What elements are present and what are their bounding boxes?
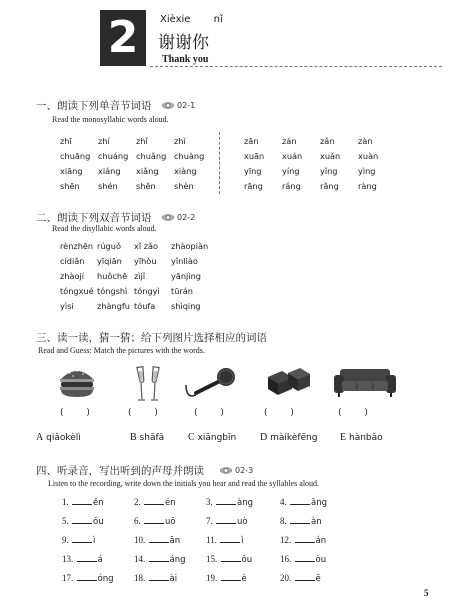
word-row bbox=[60, 163, 212, 178]
initial-blank[interactable] bbox=[216, 496, 236, 505]
title-divider bbox=[150, 66, 442, 67]
syllable-final: àng bbox=[237, 498, 253, 508]
sofa-picture bbox=[332, 365, 398, 399]
syllable-final: è bbox=[241, 574, 247, 584]
fill-item bbox=[134, 553, 186, 565]
fill-item bbox=[62, 515, 104, 527]
item-number: 12. bbox=[280, 535, 292, 545]
pinyin-word: ràng bbox=[358, 180, 377, 191]
pinyin-word: huǒchē bbox=[97, 270, 128, 281]
pinyin-word: xuán bbox=[282, 150, 303, 161]
section2-audio-label: 02-2 bbox=[177, 213, 196, 222]
pinyin-word: xiàng bbox=[174, 165, 197, 176]
word-row bbox=[60, 238, 208, 253]
pinyin-word: xuàn bbox=[358, 150, 379, 161]
audio-disc-icon bbox=[162, 214, 174, 221]
pinyin-word: zàn bbox=[358, 135, 373, 146]
pinyin-word: zhī bbox=[60, 135, 72, 146]
pinyin-word: xiǎng bbox=[136, 165, 159, 176]
section4-subtitle: Listen to the recording, write down the initials you hear and read the syllables aloud. bbox=[48, 479, 320, 488]
pinyin-word: tūrán bbox=[171, 285, 193, 296]
item-number: 9. bbox=[62, 535, 69, 545]
initial-blank[interactable] bbox=[295, 572, 315, 581]
pinyin-word: xuān bbox=[244, 150, 265, 161]
item-number: 1. bbox=[62, 497, 69, 507]
audio-disc-icon bbox=[220, 467, 232, 474]
fill-item bbox=[280, 572, 321, 584]
pinyin-word: yǐng bbox=[320, 165, 338, 176]
audio-disc-icon bbox=[162, 102, 174, 109]
pinyin-word: tóngxué bbox=[60, 285, 94, 296]
item-number: 7. bbox=[206, 516, 213, 526]
title-chinese: 谢谢你 bbox=[158, 33, 209, 53]
word-row bbox=[60, 133, 212, 148]
syllable-final: uò bbox=[237, 517, 248, 527]
initial-blank[interactable] bbox=[144, 496, 164, 505]
title-pinyin bbox=[160, 14, 223, 25]
pinyin-word: rǎng bbox=[320, 180, 339, 191]
item-number: 6. bbox=[134, 516, 141, 526]
item-number: 4. bbox=[280, 497, 287, 507]
title-pinyin-2: nǐ bbox=[213, 14, 223, 25]
initial-blank[interactable] bbox=[144, 515, 164, 524]
fill-item bbox=[62, 553, 103, 565]
word-row bbox=[244, 178, 396, 193]
title-pinyin-1: Xièxie bbox=[160, 14, 191, 25]
pinyin-word: zhàopiàn bbox=[171, 240, 209, 251]
initial-blank[interactable] bbox=[77, 572, 97, 581]
champagne-picture bbox=[134, 365, 164, 405]
item-number: 10. bbox=[134, 535, 146, 545]
syllable-final: àn bbox=[311, 517, 322, 527]
pinyin-word: shén bbox=[98, 180, 118, 191]
section2-grid bbox=[60, 238, 208, 313]
pinyin-word: yìng bbox=[358, 165, 376, 176]
pinyin-word: zhàngfu bbox=[97, 300, 130, 311]
choice-d: D màikèfēng bbox=[260, 432, 318, 443]
pinyin-word: shèn bbox=[174, 180, 194, 191]
fill-item bbox=[206, 534, 244, 546]
pinyin-word: tóngshì bbox=[97, 285, 128, 296]
chocolate-picture bbox=[266, 365, 312, 399]
item-number: 15. bbox=[206, 554, 218, 564]
page-number: 5 bbox=[424, 588, 429, 598]
word-row bbox=[60, 253, 208, 268]
syllable-final: ì bbox=[93, 536, 96, 546]
microphone-picture bbox=[184, 365, 238, 401]
pinyin-word: yìsi bbox=[60, 300, 74, 311]
answer-bracket[interactable]: ( ) bbox=[128, 408, 158, 418]
item-number: 19. bbox=[206, 573, 218, 583]
initial-blank[interactable] bbox=[77, 553, 97, 562]
section1-divider bbox=[219, 132, 220, 194]
pinyin-word: chuáng bbox=[98, 150, 129, 161]
pinyin-word: chuàng bbox=[174, 150, 205, 161]
initial-blank[interactable] bbox=[221, 553, 241, 562]
section1-audio-label: 02-1 bbox=[177, 101, 196, 110]
syllable-final: ān bbox=[169, 536, 181, 546]
pinyin-word: zhí bbox=[98, 135, 110, 146]
syllable-final: ài bbox=[169, 574, 178, 584]
section1-heading: 一、朗读下列单音节词语 bbox=[36, 100, 152, 112]
initial-blank[interactable] bbox=[290, 496, 310, 505]
lesson-number: 2 bbox=[107, 12, 139, 63]
syllable-final: án bbox=[315, 536, 327, 546]
initial-blank[interactable] bbox=[295, 553, 315, 562]
pinyin-word: chuǎng bbox=[136, 150, 167, 161]
pinyin-word: xiāng bbox=[60, 165, 83, 176]
choice-a: A qiǎokèlì bbox=[36, 432, 81, 443]
fill-item bbox=[134, 496, 176, 508]
pinyin-word: yīqiān bbox=[97, 255, 122, 266]
section1-left-grid bbox=[60, 133, 212, 193]
pinyin-word: xǐ zǎo bbox=[134, 240, 159, 251]
choice-b: B shāfā bbox=[130, 432, 165, 443]
fill-item bbox=[280, 515, 322, 527]
fill-item bbox=[62, 534, 95, 546]
section2-subtitle: Read the disyllabic words aloud. bbox=[52, 224, 157, 233]
section1-audio[interactable] bbox=[162, 101, 195, 110]
pinyin-word: yīng bbox=[244, 165, 262, 176]
pinyin-word: xuǎn bbox=[320, 150, 341, 161]
answer-bracket[interactable]: ( ) bbox=[264, 408, 294, 418]
answer-bracket[interactable]: ( ) bbox=[194, 408, 224, 418]
pinyin-word: yíng bbox=[282, 165, 300, 176]
section3-pictures bbox=[56, 365, 426, 405]
item-number: 14. bbox=[134, 554, 146, 564]
word-row bbox=[60, 148, 212, 163]
word-row bbox=[244, 133, 396, 148]
pinyin-word: rúguǒ bbox=[97, 240, 121, 251]
pinyin-word: zhàojí bbox=[60, 270, 85, 281]
item-number: 16. bbox=[280, 554, 292, 564]
syllable-final: én bbox=[165, 498, 176, 508]
pinyin-word: rènzhēn bbox=[60, 240, 94, 251]
initial-blank[interactable] bbox=[149, 553, 169, 562]
fill-item bbox=[134, 534, 180, 546]
pinyin-word: tóufa bbox=[134, 300, 156, 311]
fill-item bbox=[206, 515, 248, 527]
fill-item bbox=[280, 553, 326, 565]
fill-item bbox=[206, 553, 252, 565]
title-english: Thank you bbox=[162, 54, 209, 65]
word-row bbox=[60, 268, 208, 283]
initial-blank[interactable] bbox=[149, 534, 169, 543]
word-row bbox=[60, 283, 208, 298]
fill-item bbox=[280, 534, 326, 546]
pinyin-word: zān bbox=[244, 135, 259, 146]
section4-audio[interactable] bbox=[220, 466, 253, 475]
syllable-final: ǒu bbox=[93, 517, 104, 527]
lesson-number-box bbox=[100, 10, 146, 66]
syllable-final: ē bbox=[315, 574, 321, 584]
item-number: 20. bbox=[280, 573, 292, 583]
item-number: 5. bbox=[62, 516, 69, 526]
pinyin-word: zǎn bbox=[320, 135, 335, 146]
section3-subtitle: Read and Guess: Match the pictures with the words. bbox=[38, 346, 205, 355]
fill-item bbox=[280, 496, 327, 508]
syllable-final: āng bbox=[311, 498, 327, 508]
fill-item bbox=[206, 496, 253, 508]
choice-c: C xiāngbīn bbox=[188, 432, 237, 443]
syllable-final: óng bbox=[97, 574, 114, 584]
pinyin-word: zhì bbox=[174, 135, 186, 146]
syllable-final: áng bbox=[169, 555, 186, 565]
initial-blank[interactable] bbox=[221, 572, 241, 581]
pinyin-word: cídiǎn bbox=[60, 255, 85, 266]
item-number: 3. bbox=[206, 497, 213, 507]
word-row bbox=[60, 298, 208, 313]
section2-heading: 二、朗读下列双音节词语 bbox=[36, 212, 152, 224]
pinyin-word: ráng bbox=[282, 180, 301, 191]
initial-blank[interactable] bbox=[72, 534, 92, 543]
hamburger-picture bbox=[58, 365, 96, 401]
section1-subtitle: Read the monosyllabic words aloud. bbox=[52, 115, 169, 124]
item-number: 13. bbox=[62, 554, 74, 564]
pinyin-word: chuāng bbox=[60, 150, 91, 161]
syllable-final: uō bbox=[165, 517, 176, 527]
pinyin-word: yānjìng bbox=[171, 270, 201, 281]
fill-item bbox=[62, 572, 113, 584]
answer-bracket[interactable]: ( ) bbox=[338, 408, 368, 418]
section4-audio-label: 02-3 bbox=[235, 466, 254, 475]
pinyin-word: shìqing bbox=[171, 300, 201, 311]
initial-blank[interactable] bbox=[220, 534, 240, 543]
syllable-final: ì bbox=[241, 536, 244, 546]
initial-blank[interactable] bbox=[295, 534, 315, 543]
item-number: 11. bbox=[206, 535, 217, 545]
pinyin-word: tóngyì bbox=[134, 285, 160, 296]
section3-heading: 三、读一读，猜一猜；给下列图片选择相应的词语 bbox=[36, 332, 267, 344]
fill-item bbox=[206, 572, 247, 584]
choice-e: E hànbǎo bbox=[340, 432, 383, 443]
initial-blank[interactable] bbox=[149, 572, 169, 581]
syllable-final: ǒu bbox=[241, 555, 253, 565]
syllable-final: òu bbox=[315, 555, 327, 565]
word-row bbox=[244, 163, 396, 178]
item-number: 2. bbox=[134, 497, 141, 507]
pinyin-word: yǐnliào bbox=[171, 255, 198, 266]
pinyin-word: shěn bbox=[136, 180, 156, 191]
item-number: 18. bbox=[134, 573, 146, 583]
syllable-final: ěn bbox=[93, 498, 104, 508]
fill-item bbox=[134, 515, 176, 527]
pinyin-word: shēn bbox=[60, 180, 80, 191]
fill-item bbox=[134, 572, 177, 584]
initial-blank[interactable] bbox=[72, 496, 92, 505]
word-row bbox=[244, 148, 396, 163]
pinyin-word: yīhòu bbox=[134, 255, 157, 266]
pinyin-word: xiáng bbox=[98, 165, 121, 176]
section4-heading: 四、听录音，写出听到的声母并朗读 bbox=[36, 465, 204, 477]
syllable-final: á bbox=[97, 555, 103, 565]
section2-audio[interactable] bbox=[162, 213, 195, 222]
pinyin-word: zhǐ bbox=[136, 135, 148, 146]
initial-blank[interactable] bbox=[290, 515, 310, 524]
item-number: 8. bbox=[280, 516, 287, 526]
pinyin-word: zìjǐ bbox=[134, 270, 146, 281]
word-row bbox=[60, 178, 212, 193]
initial-blank[interactable] bbox=[72, 515, 92, 524]
fill-item bbox=[62, 496, 104, 508]
item-number: 17. bbox=[62, 573, 74, 583]
pinyin-word: zán bbox=[282, 135, 297, 146]
initial-blank[interactable] bbox=[216, 515, 236, 524]
section1-right-grid bbox=[244, 133, 396, 193]
pinyin-word: rāng bbox=[244, 180, 263, 191]
answer-bracket[interactable]: ( ) bbox=[60, 408, 90, 418]
